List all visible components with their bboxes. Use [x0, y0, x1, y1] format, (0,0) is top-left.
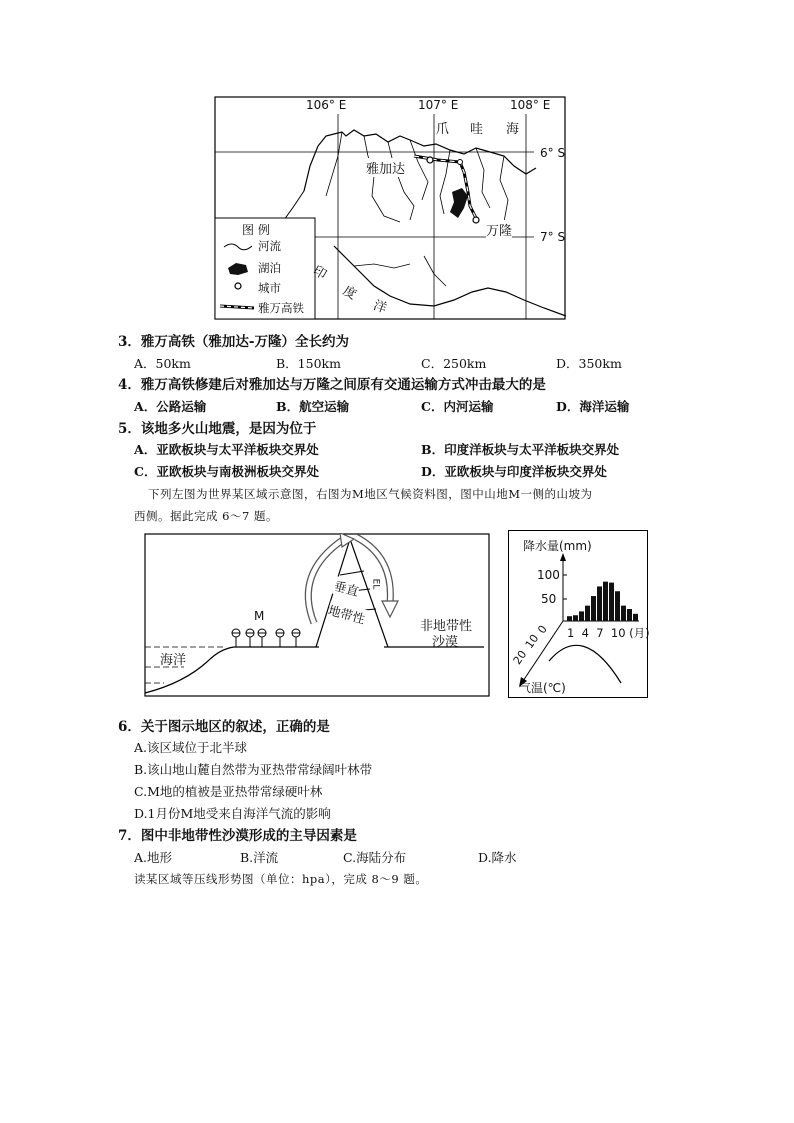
- precip-bar-month-10: [621, 606, 626, 621]
- question-3-option-b[interactable]: B．150km: [276, 356, 341, 371]
- legend-river-label: 河流: [258, 239, 281, 253]
- precip-bar-month-9: [615, 591, 620, 621]
- vertical-zone-label-2: 地带性: [326, 602, 367, 627]
- question-5-option-b[interactable]: B．印度洋板块与太平洋板块交界处: [421, 442, 620, 457]
- question-7-option-a[interactable]: A.地形: [134, 850, 173, 865]
- precip-bar-month-3: [579, 611, 584, 621]
- temp-tick-20: 20: [510, 648, 530, 667]
- question-4-option-b[interactable]: B．航空运输: [276, 399, 350, 414]
- question-3-stem: 3．雅万高铁（雅加达-万隆）全长约为: [118, 334, 349, 350]
- question-4-stem: 4．雅万高铁修建后对雅加达与万隆之间原有交通运输方式冲击最大的是: [118, 377, 546, 393]
- question-7-option-b[interactable]: B.洋流: [240, 850, 279, 865]
- precip-bar-month-5: [591, 596, 596, 621]
- question-6-stem: 6．关于图示地区的叙述，正确的是: [118, 719, 330, 735]
- legend-lake-label: 湖泊: [258, 261, 281, 275]
- mountain-profile-figure: [144, 533, 490, 697]
- y-tick-50: 50: [541, 592, 557, 606]
- map-figure: [214, 96, 566, 320]
- city-label-jakarta: 雅加达: [366, 158, 405, 177]
- question-5-option-d[interactable]: D．亚欧板块与印度洋板块交界处: [421, 464, 607, 479]
- precip-bar-month-4: [585, 606, 590, 621]
- question-4-option-d[interactable]: D．海洋运输: [556, 399, 630, 414]
- precip-bar-month-1: [567, 616, 572, 621]
- question-3-option-c[interactable]: C．250km: [421, 356, 487, 371]
- ocean-label-char: 度: [340, 283, 359, 303]
- desert-label-2: 沙漠: [432, 635, 459, 650]
- question-6-option-a[interactable]: A.该区域位于北半球: [134, 740, 248, 755]
- sea-label-char: 哇: [470, 122, 484, 137]
- question-6-option-b[interactable]: B.该山地山麓自然带为亚热带常绿阔叶林带: [134, 762, 373, 777]
- sea-label-char: 爪: [436, 122, 450, 137]
- precipitation-bars: [567, 582, 638, 621]
- precip-bar-month-6: [597, 586, 602, 621]
- question-7-option-d[interactable]: D.降水: [478, 850, 517, 865]
- question-4-option-a[interactable]: A．公路运输: [134, 399, 207, 414]
- jakarta-city-marker: [427, 157, 433, 163]
- lat-label-7s: 7° S: [540, 230, 566, 244]
- question-6-option-c[interactable]: C.M地的植被是亚热带常绿硬叶林: [134, 784, 323, 799]
- intro-6-7-line2: 西侧。据此完成 6～7 题。: [134, 509, 278, 523]
- question-4-option-c[interactable]: C．内河运输: [421, 399, 494, 414]
- precip-bar-month-12: [633, 614, 638, 621]
- question-3-option-a[interactable]: A．50km: [134, 356, 191, 371]
- climate-chart: [508, 530, 648, 698]
- temp-axis-label: 气温(℃): [519, 681, 566, 695]
- precip-axis-label: 降水量(mm): [523, 539, 592, 553]
- bandung-city-marker: [473, 217, 479, 223]
- question-5-stem: 5．该地多火山地震，是因为位于: [118, 421, 317, 437]
- precip-bar-month-11: [627, 609, 632, 621]
- legend-railway-label: 雅万高铁: [258, 301, 304, 315]
- ocean-label-char: 洋: [371, 298, 389, 317]
- arrow-mark: EL: [370, 578, 381, 590]
- temperature-curve: [549, 645, 621, 683]
- lon-label-107: 107° E: [418, 98, 459, 112]
- lat-label-6s: 6° S: [540, 146, 566, 160]
- question-5-option-a[interactable]: A．亚欧板块与太平洋板块交界处: [134, 442, 319, 457]
- question-7-option-c[interactable]: C.海陆分布: [343, 850, 407, 865]
- lon-label-108: 108° E: [510, 98, 551, 112]
- question-6-option-d[interactable]: D.1月份M地受来自海洋气流的影响: [134, 806, 331, 821]
- desert-label-1: 非地带性: [420, 619, 473, 634]
- temp-tick-10: 10: [522, 632, 542, 651]
- precip-bar-month-8: [609, 583, 614, 621]
- precip-bar-month-2: [573, 615, 578, 621]
- question-3-option-d[interactable]: D．350km: [556, 356, 622, 371]
- precip-bar-month-7: [603, 582, 608, 621]
- question-5-option-c[interactable]: C．亚欧板块与南极洲板块交界处: [134, 464, 319, 479]
- vertical-zone-label-1: 垂直: [332, 578, 361, 599]
- question-7-stem: 7．图中非地带性沙漠形成的主导因素是: [118, 828, 357, 844]
- intro-6-7-line1: 下列左图为世界某区域示意图，右图为M地区气候资料图，图中山地M一侧的山坡为: [148, 487, 593, 501]
- legend-city-label: 城市: [258, 281, 281, 295]
- y-tick-100: 100: [537, 568, 560, 582]
- city-label-bandung: 万隆: [486, 220, 512, 239]
- legend-title: 图 例: [242, 223, 270, 237]
- ocean-label-char: 印: [310, 263, 329, 283]
- ocean-label: 海洋: [160, 653, 187, 668]
- m-point-label: M: [254, 609, 265, 623]
- intro-8-9: 读某区域等压线形势图（单位：hpa），完成 8～9 题。: [134, 872, 428, 886]
- month-ticks: 1 4 7 10 (月): [567, 626, 650, 640]
- temp-tick-0: 0: [535, 622, 550, 637]
- sea-label-char: 海: [506, 122, 520, 137]
- lon-label-106: 106° E: [306, 98, 347, 112]
